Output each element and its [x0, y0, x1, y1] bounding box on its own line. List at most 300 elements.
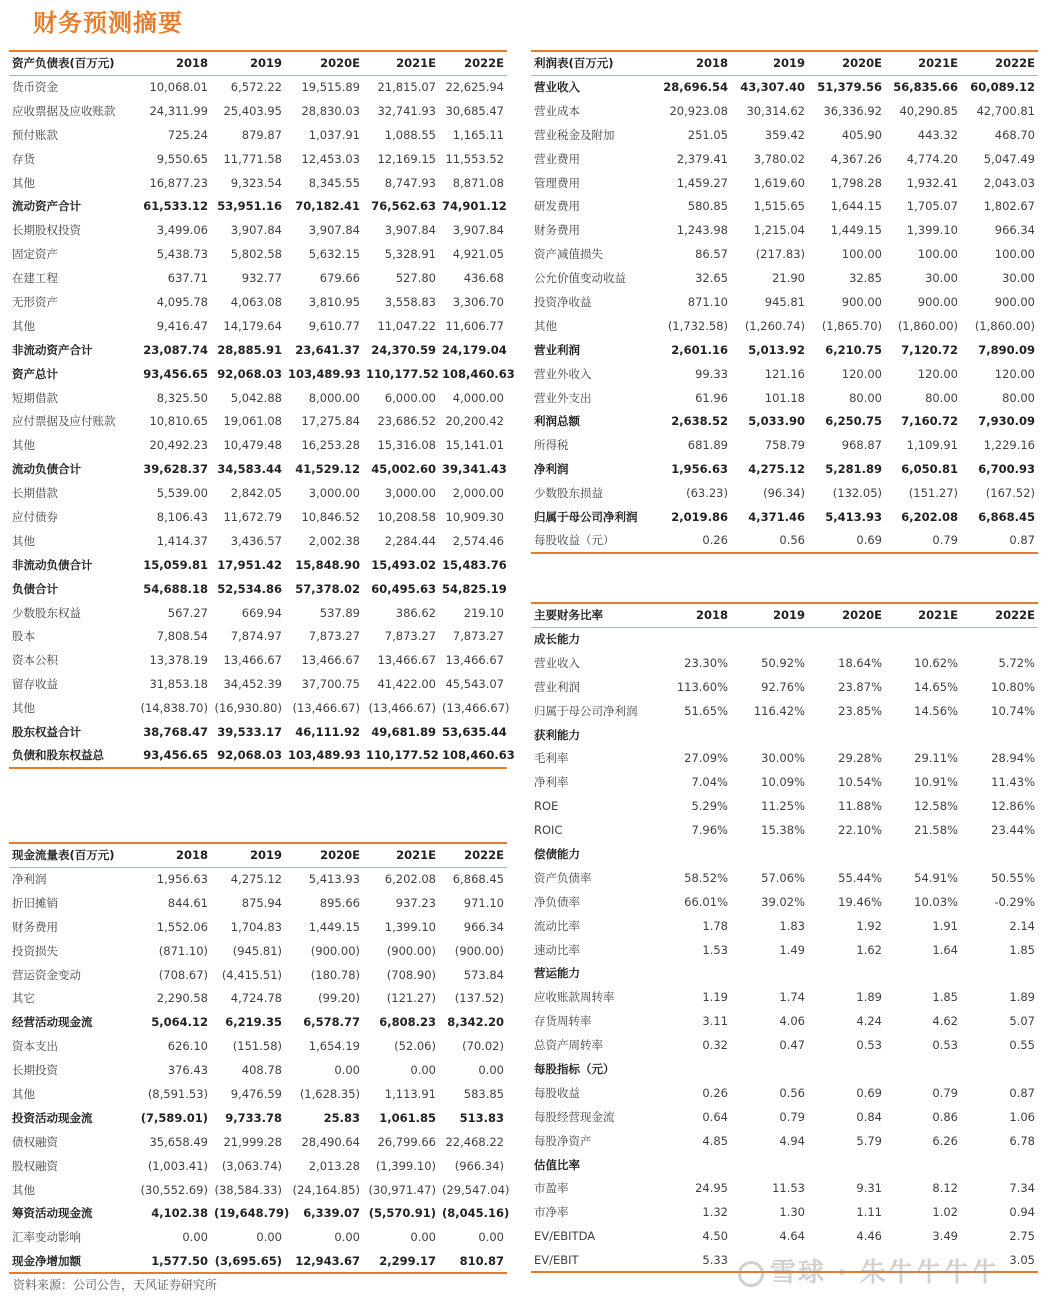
cell-value: [961, 1153, 1038, 1177]
table-row: [531, 1105, 1038, 1129]
cell-value: 405.90: [841, 127, 882, 142]
row-label: 管理费用: [534, 175, 580, 190]
cell-value: 3.05: [961, 1248, 1038, 1272]
cell-value: 5,328.91: [384, 247, 436, 262]
cell-value: 567.27: [167, 605, 208, 620]
cell-value: 54,825.19: [442, 581, 507, 596]
table-row: [9, 939, 507, 963]
cell-value: (180.78): [310, 967, 360, 982]
cell-value: [731, 1057, 808, 1081]
table-row: [9, 891, 507, 915]
cell-value: 219.10: [463, 605, 504, 620]
cell-value: 4,921.05: [452, 247, 504, 262]
cell-value: 1,577.50: [137, 1249, 211, 1273]
table-row: [9, 290, 507, 314]
cell-value: 12,453.03: [301, 151, 360, 166]
cell-value: 120.00: [841, 366, 882, 381]
cell-value: 21,815.07: [377, 80, 436, 95]
cell-value: (217.83): [755, 247, 805, 262]
row-label: ROE: [534, 799, 559, 814]
cell-value: 0.00: [256, 1230, 282, 1245]
cell-value: 108,460.63: [439, 744, 507, 768]
cell-value: 23.87%: [838, 679, 882, 694]
cell-value: 4.85: [702, 1133, 728, 1148]
table-row: [531, 1200, 1038, 1224]
cell-value: 1.11: [856, 1205, 882, 1220]
cell-value: 875.94: [241, 895, 282, 910]
cell-value: 5,064.12: [151, 1015, 208, 1030]
cell-value: (945.81): [232, 943, 282, 958]
table-row: [531, 675, 1038, 699]
cell-value: 24,179.04: [442, 342, 507, 357]
cell-value: 3,907.84: [384, 223, 436, 238]
cell-value: (900.00): [454, 943, 504, 958]
cell-value: 1,552.06: [156, 919, 208, 934]
cell-value: 12.58%: [914, 799, 958, 814]
cell-value: 7,808.54: [156, 629, 208, 644]
cell-value: 1.62: [856, 942, 882, 957]
row-label: 其他: [12, 533, 35, 548]
row-label: 汇率变动影响: [12, 1230, 81, 1245]
cell-value: (1,628.35): [299, 1086, 360, 1101]
cell-value: 61,533.12: [143, 199, 208, 214]
table-row: [9, 314, 507, 338]
row-label: 获利能力: [534, 727, 580, 742]
cell-value: 9,323.54: [230, 175, 282, 190]
cell-value: 53,951.16: [217, 199, 282, 214]
cell-value: 4.46: [856, 1229, 882, 1244]
row-label: 筹资活动现金流: [12, 1206, 93, 1221]
page-title: 财务预测摘要: [33, 9, 183, 37]
cell-value: 41,529.12: [295, 462, 360, 477]
cell-value: 37,700.75: [301, 677, 360, 692]
row-label: 在建工程: [12, 271, 58, 286]
cell-value: [961, 961, 1038, 985]
cell-value: 0.00: [478, 1063, 504, 1078]
cell-value: [656, 961, 731, 985]
header-row: [9, 51, 507, 75]
cell-value: 8.12: [932, 1181, 958, 1196]
row-label: 固定资产: [12, 247, 58, 262]
cell-value: 4,724.78: [230, 991, 282, 1006]
cell-value: 725.24: [167, 127, 208, 142]
table-row: [531, 842, 1038, 866]
cell-value: (70.02): [462, 1039, 504, 1054]
cell-value: 580.85: [687, 199, 728, 214]
cell-value: 100.00: [841, 247, 882, 262]
cell-value: 28.94%: [991, 751, 1035, 766]
cell-value: 583.85: [463, 1086, 504, 1101]
cell-value: 8,342.20: [447, 1015, 504, 1030]
row-label: 其他: [12, 438, 35, 453]
cell-value: 5,632.15: [308, 247, 360, 262]
cell-value: (8,591.53): [147, 1086, 208, 1101]
header-row: [531, 51, 1038, 75]
cell-value: 0.00: [410, 1230, 436, 1245]
cell-value: 0.26: [702, 1085, 728, 1100]
cell-value: 966.34: [994, 223, 1035, 238]
cell-value: 945.81: [764, 294, 805, 309]
row-label: 净利润: [534, 462, 569, 477]
row-label: 成长能力: [534, 632, 580, 647]
cell-value: 0.53: [932, 1038, 958, 1053]
cell-value: 0.53: [856, 1038, 882, 1053]
row-label: 长期借款: [12, 486, 58, 501]
cell-value: 468.70: [994, 127, 1035, 142]
cell-value: 2,842.05: [230, 486, 282, 501]
cell-value: 14,179.64: [223, 318, 282, 333]
cell-value: 86.57: [695, 247, 728, 262]
cell-value: 60,495.63: [371, 581, 436, 596]
cell-value: 10.62%: [914, 655, 958, 670]
cell-value: 9,550.65: [156, 151, 208, 166]
cell-value: 9.31: [856, 1181, 882, 1196]
cell-value: 32.65: [695, 271, 728, 286]
row-label: 营业外支出: [534, 390, 592, 405]
cell-value: 70,182.41: [295, 199, 360, 214]
cell-value: 30.00: [1002, 271, 1035, 286]
cell-value: 1,088.55: [384, 127, 436, 142]
cell-value: [808, 1057, 885, 1081]
cell-value: 19,515.89: [301, 80, 360, 95]
cell-value: 57,378.02: [295, 581, 360, 596]
cell-value: 5,413.93: [825, 509, 882, 524]
cell-value: 0.00: [478, 1230, 504, 1245]
table-row: [531, 147, 1038, 171]
cell-value: 76,562.63: [371, 199, 436, 214]
cell-value: 0.47: [779, 1038, 805, 1053]
cell-value: (29,547.04): [442, 1182, 510, 1197]
cell-value: 758.79: [764, 438, 805, 453]
cell-value: 92.76%: [761, 679, 805, 694]
cell-value: 1.91: [932, 918, 958, 933]
row-label: 净负债率: [534, 894, 580, 909]
cell-value: 4.24: [856, 1014, 882, 1029]
cell-value: 5,033.90: [748, 414, 805, 429]
cell-value: 11,771.58: [223, 151, 282, 166]
cell-value: (1,732.58): [667, 318, 728, 333]
table-row: [531, 890, 1038, 914]
cell-value: 15,316.08: [377, 438, 436, 453]
table-row: [9, 242, 507, 266]
cell-value: 34,583.44: [217, 462, 282, 477]
cell-value: 1.02: [932, 1205, 958, 1220]
column-header: 2019: [211, 51, 285, 75]
cell-value: 669.94: [241, 605, 282, 620]
cell-value: 15.38%: [761, 823, 805, 838]
cell-value: 7,160.72: [901, 414, 958, 429]
cell-value: 573.84: [463, 967, 504, 982]
row-label: 营业外收入: [534, 366, 592, 381]
table-row: [9, 457, 507, 481]
cell-value: 6,250.75: [825, 414, 882, 429]
cell-value: 6,808.23: [379, 1015, 436, 1030]
cell-value: [885, 842, 961, 866]
cell-value: 15,848.90: [295, 557, 360, 572]
table-row: [9, 171, 507, 195]
row-label: 留存收益: [12, 677, 58, 692]
cell-value: 15,141.01: [445, 438, 504, 453]
cell-value: 2.14: [1009, 918, 1035, 933]
table-row: [9, 1130, 507, 1154]
table-row: [9, 362, 507, 386]
cell-value: 53,635.44: [442, 724, 507, 739]
table-row: [9, 266, 507, 290]
cell-value: 1,798.28: [830, 175, 882, 190]
cell-value: 103,489.93: [288, 366, 361, 381]
cell-value: 6,000.00: [384, 390, 436, 405]
row-label: 每股指标（元）: [534, 1061, 615, 1076]
cell-value: (96.34): [763, 486, 805, 501]
table-row: [531, 75, 1038, 99]
table-row: [531, 627, 1038, 651]
cell-value: (99.20): [318, 991, 360, 1006]
cell-value: 7,873.27: [308, 629, 360, 644]
row-label: 资产总计: [12, 366, 58, 381]
table-row: [531, 362, 1038, 386]
cell-value: 55.44%: [838, 870, 882, 885]
row-label: 速动比率: [534, 942, 580, 957]
header-row: [9, 843, 507, 867]
cell-value: 2,002.38: [308, 533, 360, 548]
cell-value: 99.33: [695, 366, 728, 381]
row-label: 总资产周转率: [534, 1038, 603, 1053]
row-label: 营业税金及附加: [534, 127, 615, 142]
cell-value: 0.00: [410, 1063, 436, 1078]
cell-value: [885, 627, 961, 651]
cell-value: 4.64: [779, 1229, 805, 1244]
table-row: [531, 938, 1038, 962]
cell-value: 879.87: [241, 127, 282, 142]
row-label: 无形资产: [12, 294, 58, 309]
row-label: 其他: [12, 175, 35, 190]
cell-value: 0.00: [334, 1230, 360, 1245]
row-label: 应收账款周转率: [534, 990, 615, 1005]
cell-value: 1.92: [856, 918, 882, 933]
cell-value: 18.64%: [838, 655, 882, 670]
cell-value: 2,043.03: [983, 175, 1035, 190]
cell-value: 2,019.86: [671, 509, 728, 524]
table-row: [531, 529, 1038, 553]
row-label: 其他: [12, 1086, 35, 1101]
row-label: 长期股权投资: [12, 223, 81, 238]
cell-value: 7.96%: [691, 823, 728, 838]
table-row: [9, 696, 507, 720]
cell-value: 1.53: [702, 942, 728, 957]
column-header: 2019: [211, 843, 285, 867]
table-title: 主要财务比率: [531, 603, 656, 627]
cell-value: [731, 627, 808, 651]
cell-value: 5,281.89: [825, 462, 882, 477]
cell-value: 19,061.08: [223, 414, 282, 429]
table-row: [531, 985, 1038, 1009]
cell-value: (708.67): [158, 967, 208, 982]
cell-value: 2,284.44: [384, 533, 436, 548]
cell-value: 0.00: [334, 1063, 360, 1078]
header-row: [531, 603, 1038, 627]
column-header: 2021E: [885, 603, 961, 627]
table-row: [9, 1201, 507, 1225]
table-row: [531, 914, 1038, 938]
cell-value: 0.69: [856, 1085, 882, 1100]
cell-value: 966.34: [463, 919, 504, 934]
cell-value: 26,799.66: [377, 1134, 436, 1149]
cell-value: 5,013.92: [748, 342, 805, 357]
row-label: 投资损失: [12, 943, 58, 958]
cell-value: 895.66: [319, 895, 360, 910]
cell-value: 0.69: [808, 529, 885, 553]
cell-value: (4,415.51): [221, 967, 282, 982]
cell-value: (167.52): [985, 486, 1035, 501]
cell-value: 1,399.10: [906, 223, 958, 238]
cell-value: 120.00: [994, 366, 1035, 381]
cell-value: 10,208.58: [377, 509, 436, 524]
cell-value: 93,456.65: [137, 744, 211, 768]
table-row: [531, 1033, 1038, 1057]
cell-value: 0.56: [779, 1085, 805, 1100]
cell-value: 113.60%: [676, 679, 728, 694]
column-header: 2021E: [363, 51, 439, 75]
cell-value: 8,000.00: [308, 390, 360, 405]
cell-value: [808, 723, 885, 747]
table-row: [9, 720, 507, 744]
cell-value: 29.28%: [838, 751, 882, 766]
row-label: 非流动资产合计: [12, 342, 93, 357]
cell-value: 376.43: [167, 1063, 208, 1078]
cell-value: 3,558.83: [384, 294, 436, 309]
cell-value: (151.27): [908, 486, 958, 501]
row-label: 财务费用: [12, 919, 58, 934]
cell-value: 10.91%: [914, 775, 958, 790]
cell-value: 45,002.60: [371, 462, 436, 477]
cell-value: 1,654.19: [308, 1039, 360, 1054]
row-label: 少数股东损益: [534, 486, 603, 501]
cell-value: 2,013.28: [308, 1158, 360, 1173]
cell-value: 10,068.01: [149, 80, 208, 95]
cell-value: (19,648.79): [214, 1206, 290, 1221]
cell-value: 30.00%: [761, 751, 805, 766]
cell-value: 6,210.75: [825, 342, 882, 357]
cell-value: 5,413.93: [308, 872, 360, 887]
cell-value: (121.27): [386, 991, 436, 1006]
cell-value: [656, 627, 731, 651]
cell-value: 0.26: [656, 529, 731, 553]
row-label: 净利润: [12, 872, 47, 887]
table-row: [531, 218, 1038, 242]
cell-value: 15,059.81: [143, 557, 208, 572]
table-row: [531, 1057, 1038, 1081]
cell-value: [961, 842, 1038, 866]
cell-value: (13,466.67): [292, 701, 360, 716]
cell-value: (708.90): [386, 967, 436, 982]
table-row: [9, 624, 507, 648]
cell-value: (13,466.67): [368, 701, 436, 716]
row-label: 净利率: [534, 775, 569, 790]
cell-value: 443.32: [917, 127, 958, 142]
cell-value: (1,860.00): [974, 318, 1035, 333]
row-label: 少数股东权益: [12, 605, 81, 620]
table-row: [9, 1178, 507, 1202]
cell-value: (38,584.33): [214, 1182, 282, 1197]
cell-value: (1,260.74): [744, 318, 805, 333]
cell-value: 1.19: [702, 990, 728, 1005]
cell-value: 10.80%: [991, 679, 1035, 694]
row-label: 每股经营现金流: [534, 1109, 615, 1124]
cell-value: 900.00: [841, 294, 882, 309]
row-label: 营业成本: [534, 103, 580, 118]
cell-value: 17,275.84: [301, 414, 360, 429]
cell-value: 0.86: [932, 1109, 958, 1124]
cell-value: 0.87: [1009, 1085, 1035, 1100]
cell-value: [656, 1153, 731, 1177]
cell-value: 932.77: [241, 271, 282, 286]
cell-value: 9,416.47: [156, 318, 208, 333]
cell-value: 14.56%: [914, 703, 958, 718]
table-row: [9, 1249, 507, 1273]
cell-value: 10,846.52: [301, 509, 360, 524]
table-row: [9, 867, 507, 891]
cell-value: 11.53: [772, 1181, 805, 1196]
cell-value: 0.94: [1009, 1205, 1035, 1220]
cell-value: 4,275.12: [748, 462, 805, 477]
cell-value: 5.79: [856, 1133, 882, 1148]
cell-value: 4,275.12: [230, 872, 282, 887]
cell-value: 101.18: [764, 390, 805, 405]
cell-value: 5,802.58: [230, 247, 282, 262]
table-row: [9, 553, 507, 577]
financial-ratios-table: [531, 602, 1038, 1273]
snowball-logo-icon: [738, 1261, 764, 1287]
column-header: 2019: [731, 603, 808, 627]
cell-value: 58.52%: [684, 870, 728, 885]
column-header: 2019: [731, 51, 808, 75]
cell-value: 9,733.78: [225, 1110, 282, 1125]
cell-value: 24.95: [695, 1181, 728, 1196]
cell-value: 24,370.59: [371, 342, 436, 357]
table-row: [531, 794, 1038, 818]
row-label: 债权融资: [12, 1134, 58, 1149]
row-label: 营运资金变动: [12, 967, 81, 982]
cell-value: 1,449.15: [308, 919, 360, 934]
cell-value: 1.78: [702, 918, 728, 933]
cell-value: 1,704.83: [230, 919, 282, 934]
row-label: 毛利率: [534, 751, 569, 766]
cell-value: 0.55: [1009, 1038, 1035, 1053]
cell-value: [885, 961, 961, 985]
cell-value: 1,515.65: [753, 199, 805, 214]
column-header: 2018: [137, 843, 211, 867]
column-header: 2020E: [808, 51, 885, 75]
cell-value: 24,311.99: [149, 103, 208, 118]
cell-value: 971.10: [463, 895, 504, 910]
table-row: [9, 1010, 507, 1034]
cell-value: 20,492.23: [149, 438, 208, 453]
row-label: 负债合计: [12, 581, 58, 596]
cell-value: [656, 1057, 731, 1081]
cell-value: 108,460.63: [442, 366, 515, 381]
cell-value: 2,379.41: [676, 151, 728, 166]
cell-value: 9,610.77: [308, 318, 360, 333]
row-label: 经营活动现金流: [12, 1015, 93, 1030]
cell-value: (871.10): [158, 943, 208, 958]
row-label: 营业费用: [534, 151, 580, 166]
table-row: [9, 744, 507, 768]
cell-value: 3.49: [932, 1229, 958, 1244]
cell-value: [656, 842, 731, 866]
cell-value: (24,164.85): [292, 1182, 360, 1197]
row-label: 资本公积: [12, 653, 58, 668]
row-label: 应付债券: [12, 509, 58, 524]
